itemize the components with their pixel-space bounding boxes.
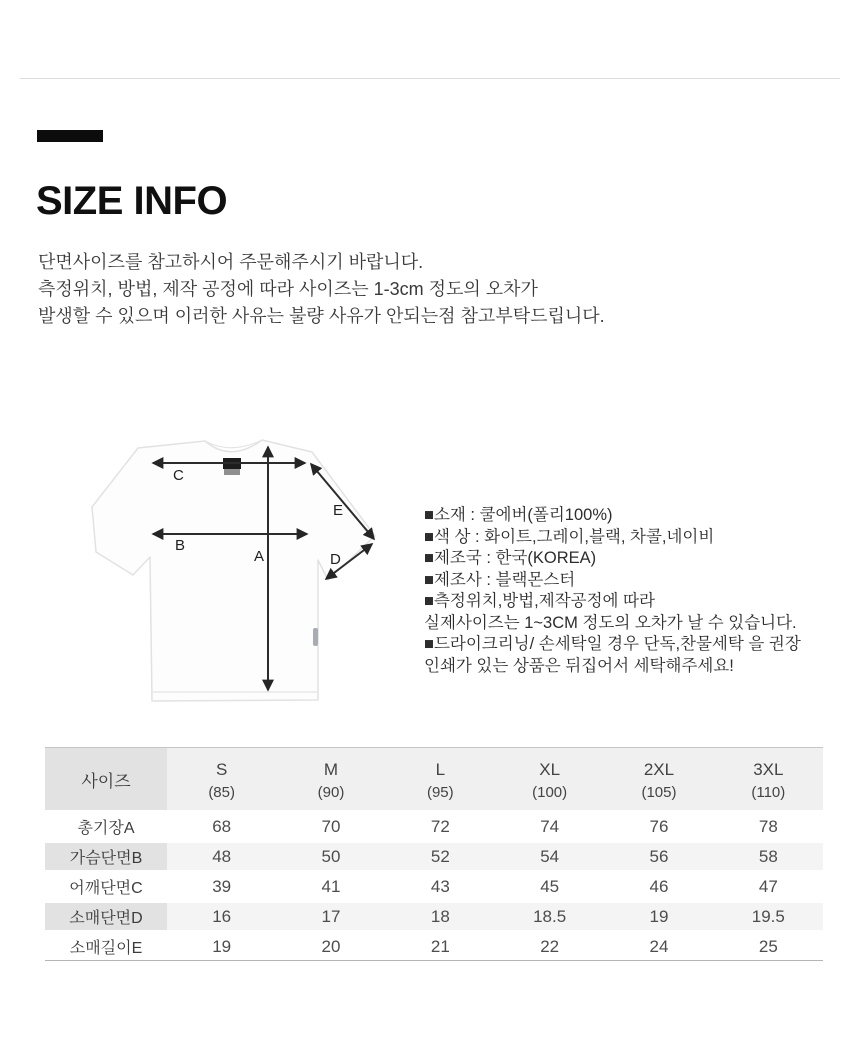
measurement-value: 52 <box>386 842 495 872</box>
size-table-row <box>45 902 823 932</box>
measurement-value: 18.5 <box>495 902 604 932</box>
measurement-label: 소매단면D <box>45 902 167 932</box>
neck-label-tag-bottom <box>224 469 240 475</box>
intro-line: 단면사이즈를 참고하시어 주문해주시기 바랍니다. <box>38 252 424 272</box>
product-info-line: ■제조국 : 한국(KOREA) <box>424 549 597 567</box>
size-label: XL <box>539 759 561 779</box>
arrow-label-b: B <box>175 537 186 554</box>
product-info-line: ■색 상 : 화이트,그레이,블랙, 차콜,네이비 <box>424 527 715 546</box>
size-table-row <box>45 812 823 842</box>
tshirt-measurement-diagram <box>85 430 395 715</box>
size-table-body <box>45 812 823 961</box>
arrow-label-a: A <box>254 548 265 565</box>
measurement-label: 소매길이E <box>69 940 143 957</box>
size-table-head <box>45 748 823 812</box>
measurement-value: 58 <box>714 842 823 872</box>
page-title: SIZE INFO <box>36 179 228 223</box>
size-sub-label: (85) <box>208 783 235 801</box>
size-table-header-row <box>45 748 823 812</box>
measurement-value: 22 <box>540 936 560 956</box>
measurement-value: 25 <box>758 936 778 956</box>
measurement-value: 50 <box>276 842 385 872</box>
size-table-row <box>45 842 823 872</box>
measurement-value: 19 <box>604 902 713 932</box>
product-info-line: 실제사이즈는 1~3CM 정도의 오차가 날 수 있습니다. <box>424 613 797 632</box>
arrow-label-d: D <box>330 551 341 568</box>
measurement-label: 가슴단면B <box>45 842 167 872</box>
size-label: S <box>215 759 228 779</box>
size-label: 3XL <box>753 759 784 779</box>
measurement-value: 68 <box>167 812 276 842</box>
measurement-value: 24 <box>649 936 669 956</box>
size-table <box>45 747 823 961</box>
measurement-label: 어깨단면C <box>45 872 167 902</box>
product-info-line: ■드라이크리닝/ 손세탁일 경우 단독,찬물세탁 을 권장 <box>424 635 801 653</box>
measurement-value: 76 <box>604 812 713 842</box>
size-sub-label: (95) <box>426 783 454 801</box>
measurement-value: 54 <box>495 842 604 872</box>
size-column-header <box>604 748 713 812</box>
measurement-value: 21 <box>430 936 450 956</box>
size-label: M <box>323 759 339 779</box>
measurement-value: 72 <box>386 812 495 842</box>
size-sub-label: (110) <box>751 783 786 801</box>
product-info-line: 인쇄가 있는 상품은 뒤집어서 세탁해주세요! <box>424 656 734 675</box>
measurement-value: 47 <box>714 872 823 902</box>
measurement-value: 18 <box>386 902 495 932</box>
size-label: L <box>435 759 446 779</box>
size-sub-label: (105) <box>641 783 677 801</box>
size-column-header <box>276 748 385 812</box>
arrow-label-c: C <box>173 467 184 484</box>
measurement-value: 74 <box>495 812 604 842</box>
product-info-line: ■측정위치,방법,제작공정에 따라 <box>424 592 655 610</box>
measurement-value: 46 <box>604 872 713 902</box>
intro-line: 측정위치, 방법, 제작 공정에 따라 사이즈는 1-3cm 정도의 오차가 <box>38 279 538 299</box>
measurement-value: 39 <box>167 872 276 902</box>
measurement-value: 45 <box>495 872 604 902</box>
title-accent-bar <box>37 130 103 142</box>
measurement-value: 48 <box>167 842 276 872</box>
measurement-value: 19.5 <box>714 902 823 932</box>
size-column-header <box>167 748 276 812</box>
measurement-value: 78 <box>714 812 823 842</box>
product-info-list <box>424 505 836 677</box>
size-column-header <box>495 748 604 812</box>
size-label: 2XL <box>643 759 675 779</box>
size-table-row <box>45 872 823 902</box>
top-divider <box>20 78 840 79</box>
size-sub-label: (90) <box>317 783 345 801</box>
size-column-header <box>714 748 823 812</box>
measurement-value: 43 <box>386 872 495 902</box>
measurement-value: 41 <box>276 872 385 902</box>
measurement-value: 20 <box>321 936 341 956</box>
measurement-value: 56 <box>604 842 713 872</box>
side-seam-tag <box>313 628 318 646</box>
tshirt-diagram-svg <box>85 430 395 715</box>
measurement-value: 70 <box>276 812 385 842</box>
product-info-line: ■소재 : 쿨에버(폴리100%) <box>424 506 613 524</box>
measurement-value: 19 <box>212 936 232 956</box>
intro-line: 발생할 수 있으며 이러한 사유는 불량 사유가 안되는점 참고부탁드립니다. <box>38 306 605 326</box>
arrow-label-e: E <box>333 502 344 519</box>
size-column-header <box>386 748 495 812</box>
measurement-value: 16 <box>167 902 276 932</box>
size-sub-label: (100) <box>532 783 568 801</box>
measurement-label: 총기장A <box>45 812 167 842</box>
intro-text <box>38 249 678 330</box>
measurement-value: 17 <box>276 902 385 932</box>
product-info-line: ■제조사 : 블랙몬스터 <box>424 570 576 589</box>
size-table-row <box>45 932 823 961</box>
size-table-corner-cell: 사이즈 <box>45 748 167 812</box>
tshirt-illustration <box>92 440 375 701</box>
